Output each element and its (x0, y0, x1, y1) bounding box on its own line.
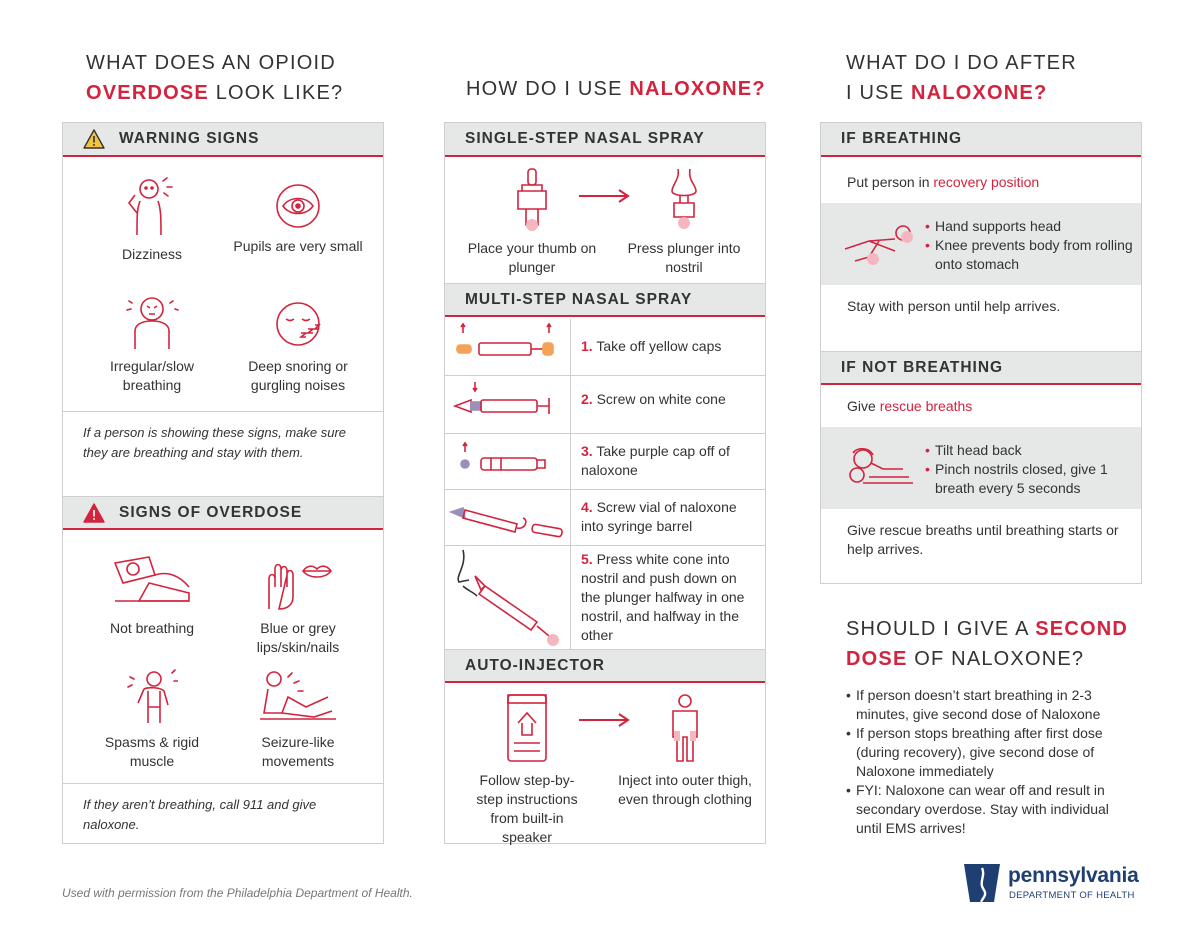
danger-triangle-icon (83, 503, 105, 523)
single-step-title: SINGLE-STEP NASAL SPRAY (465, 130, 705, 147)
nose-syringe-icon (445, 546, 571, 650)
if-breathing-header (821, 123, 1141, 157)
syringe-cone-icon (445, 376, 571, 434)
col1-heading-red: OVERDOSE (86, 82, 209, 104)
if-not-breathing-title: IF NOT BREATHING (841, 358, 1004, 376)
warning-triangle-icon (83, 129, 105, 149)
syringe-caps-icon (445, 319, 571, 375)
dizziness-icon (127, 175, 177, 237)
warning-signs-header (63, 123, 383, 157)
vial-into-barrel-icon (445, 490, 571, 546)
auto-step-2 (613, 693, 757, 809)
hand-and-lips-icon (263, 557, 333, 611)
sign-spasms (83, 667, 221, 771)
sign-slow-breathing-label: Irregular/slow breathing (109, 358, 195, 393)
overdose-note: If they aren’t breathing, call 911 and give naloxone. (83, 797, 317, 832)
multi-step-header (445, 283, 765, 317)
sign-blue-lips-label: Blue or grey lips/skin/nails (256, 620, 340, 655)
single-step-header (445, 123, 765, 157)
if-not-breathing-intro: Give rescue breaths (847, 398, 973, 414)
multi-step-1-text: Take off yellow caps (596, 338, 722, 354)
if-not-breathing-outro: Give rescue breaths until breathing starts or help arrives. (847, 522, 1119, 557)
recovery-position-text: recovery position (933, 174, 1040, 190)
naloxone-usage-panel (444, 122, 766, 844)
multi-step-3-num: 3. (581, 443, 593, 459)
overdose-title: SIGNS OF OVERDOSE (119, 503, 303, 521)
second-dose-bullet: • If person stops breathing after first dose (during recovery), give second dose of Naloxone immediately (846, 724, 1136, 781)
recovery-band (821, 203, 1141, 285)
sign-dizziness-label: Dizziness (122, 246, 182, 262)
multi-step-5-num: 5. (581, 551, 593, 567)
recovery-bullet: • Hand supports head (925, 217, 1135, 236)
nose-spray-icon (664, 167, 704, 231)
multi-step-5 (445, 545, 765, 649)
sign-snoring-label: Deep snoring or gurgling noises (248, 358, 348, 393)
snoring-face-icon (273, 299, 323, 349)
rescue-band (821, 427, 1141, 509)
sign-seizure (229, 667, 367, 771)
rescue-breaths-text: rescue breaths (879, 398, 973, 414)
auto-injector-icon (504, 693, 550, 763)
sign-dizziness (83, 175, 221, 264)
auto-injector-header (445, 649, 765, 683)
col1-heading (86, 48, 386, 108)
sign-snoring (229, 299, 367, 395)
if-not-breathing-header (821, 351, 1141, 385)
second-dose-bullet: • If person doesn’t start breathing in 2-3 minutes, give second dose of Naloxone (846, 686, 1136, 724)
col3-heading (846, 48, 1146, 108)
pa-health-logo (962, 862, 1142, 904)
recovery-bullets (925, 217, 1135, 274)
thigh-injection-icon (665, 693, 705, 763)
sign-blue-lips (229, 557, 367, 657)
naloxone-vial-icon (445, 434, 571, 490)
breathing-difficulty-icon (125, 293, 179, 349)
sign-small-pupils (229, 183, 367, 256)
sign-slow-breathing (83, 293, 221, 395)
overdose-header (63, 496, 383, 530)
col1-heading-rest: LOOK LIKE? (208, 82, 344, 104)
sign-seizure-label: Seizure-like movements (261, 734, 335, 769)
single-step-2-label: Press plunger into nostril (627, 240, 741, 275)
warning-divider (63, 411, 383, 412)
col2-heading-red: NALOXONE? (629, 78, 766, 100)
col1-heading-line1: WHAT DOES AN OPIOID (86, 52, 336, 74)
multi-step-3-text: Take purple cap off of naloxone (581, 443, 730, 478)
rescue-bullet: • Pinch nostrils closed, give 1 breath every 5 seconds (925, 460, 1135, 498)
sign-not-breathing (83, 553, 221, 638)
multi-step-title: MULTI-STEP NASAL SPRAY (465, 290, 693, 308)
dose-red: DOSE (846, 648, 908, 670)
auto-step-1 (467, 693, 587, 847)
recovery-position-icon (839, 217, 917, 269)
multi-step-2 (445, 375, 765, 433)
logo-sub: DEPARTMENT OF HEALTH (1009, 890, 1135, 901)
logo-name: pennsylvania (1008, 864, 1139, 887)
second-dose-bullet: • FYI: Naloxone can wear off and result in secondary overdose. Stay with individual until EMS arrives! (846, 781, 1136, 838)
rescue-bullets (925, 441, 1135, 498)
rescue-breathing-icon (843, 441, 917, 491)
if-breathing-outro: Stay with person until help arrives. (847, 298, 1061, 314)
multi-step-4-text: Screw vial of naloxone into syringe barrel (581, 499, 737, 534)
recovery-bullet: • Knee prevents body from rolling onto stomach (925, 236, 1135, 274)
if-breathing-intro: Put person in recovery position (847, 174, 1040, 190)
auto-step-1-label: Follow step-by-step instructions from built-in speaker (476, 772, 578, 845)
second-dose-heading: SHOULD I GIVE A SECOND DOSE OF NALOXONE? (846, 618, 1129, 670)
col3-heading-plain: I USE (846, 82, 911, 104)
multi-step-5-text: Press white cone into nostril and push down on the plunger halfway in one nostril, and halfway in the other (581, 551, 745, 643)
multi-step-1-num: 1. (581, 338, 593, 354)
if-breathing-title: IF BREATHING (841, 130, 963, 147)
keystone-icon (962, 862, 1002, 904)
multi-step-4-num: 4. (581, 499, 593, 515)
second-dose-bullets (846, 686, 1136, 838)
nasal-spray-thumb-icon (512, 167, 552, 231)
multi-step-3 (445, 433, 765, 489)
multi-step-2-num: 2. (581, 391, 593, 407)
warning-note: If a person is showing these signs, make sure they are breathing and stay with them. (83, 425, 347, 460)
single-step-2 (609, 167, 759, 277)
col2-heading (466, 74, 766, 104)
auto-injector-title: AUTO-INJECTOR (465, 656, 605, 674)
spasm-figure-icon (126, 667, 178, 725)
auto-step-2-label: Inject into outer thigh, even through clothing (618, 772, 752, 807)
second-dose-red: SECOND (1035, 618, 1129, 640)
warning-signs-panel (62, 122, 384, 844)
col2-heading-plain: HOW DO I USE (466, 78, 630, 100)
seizure-figure-icon (258, 667, 338, 725)
permission-footer: Used with permission from the Philadelphia Department of Health. (62, 886, 413, 900)
multi-step-4 (445, 489, 765, 545)
person-lying-icon (109, 553, 195, 611)
sign-not-breathing-label: Not breathing (109, 620, 195, 636)
col3-heading-red: NALOXONE? (911, 82, 1048, 104)
warning-signs-title: WARNING SIGNS (119, 130, 260, 147)
sign-small-pupils-label: Pupils are very small (233, 238, 363, 254)
col3-heading-line1: WHAT DO I DO AFTER (846, 52, 1077, 74)
overdose-divider (63, 783, 383, 784)
single-step-1 (457, 167, 607, 277)
eye-icon (275, 183, 321, 229)
rescue-bullet: • Tilt head back (925, 441, 1135, 460)
after-naloxone-panel (820, 122, 1142, 584)
multi-step-1 (445, 319, 765, 375)
multi-step-2-text: Screw on white cone (596, 391, 726, 407)
sign-spasms-label: Spasms & rigid muscle (104, 734, 200, 769)
single-step-1-label: Place your thumb on plunger (467, 240, 597, 275)
